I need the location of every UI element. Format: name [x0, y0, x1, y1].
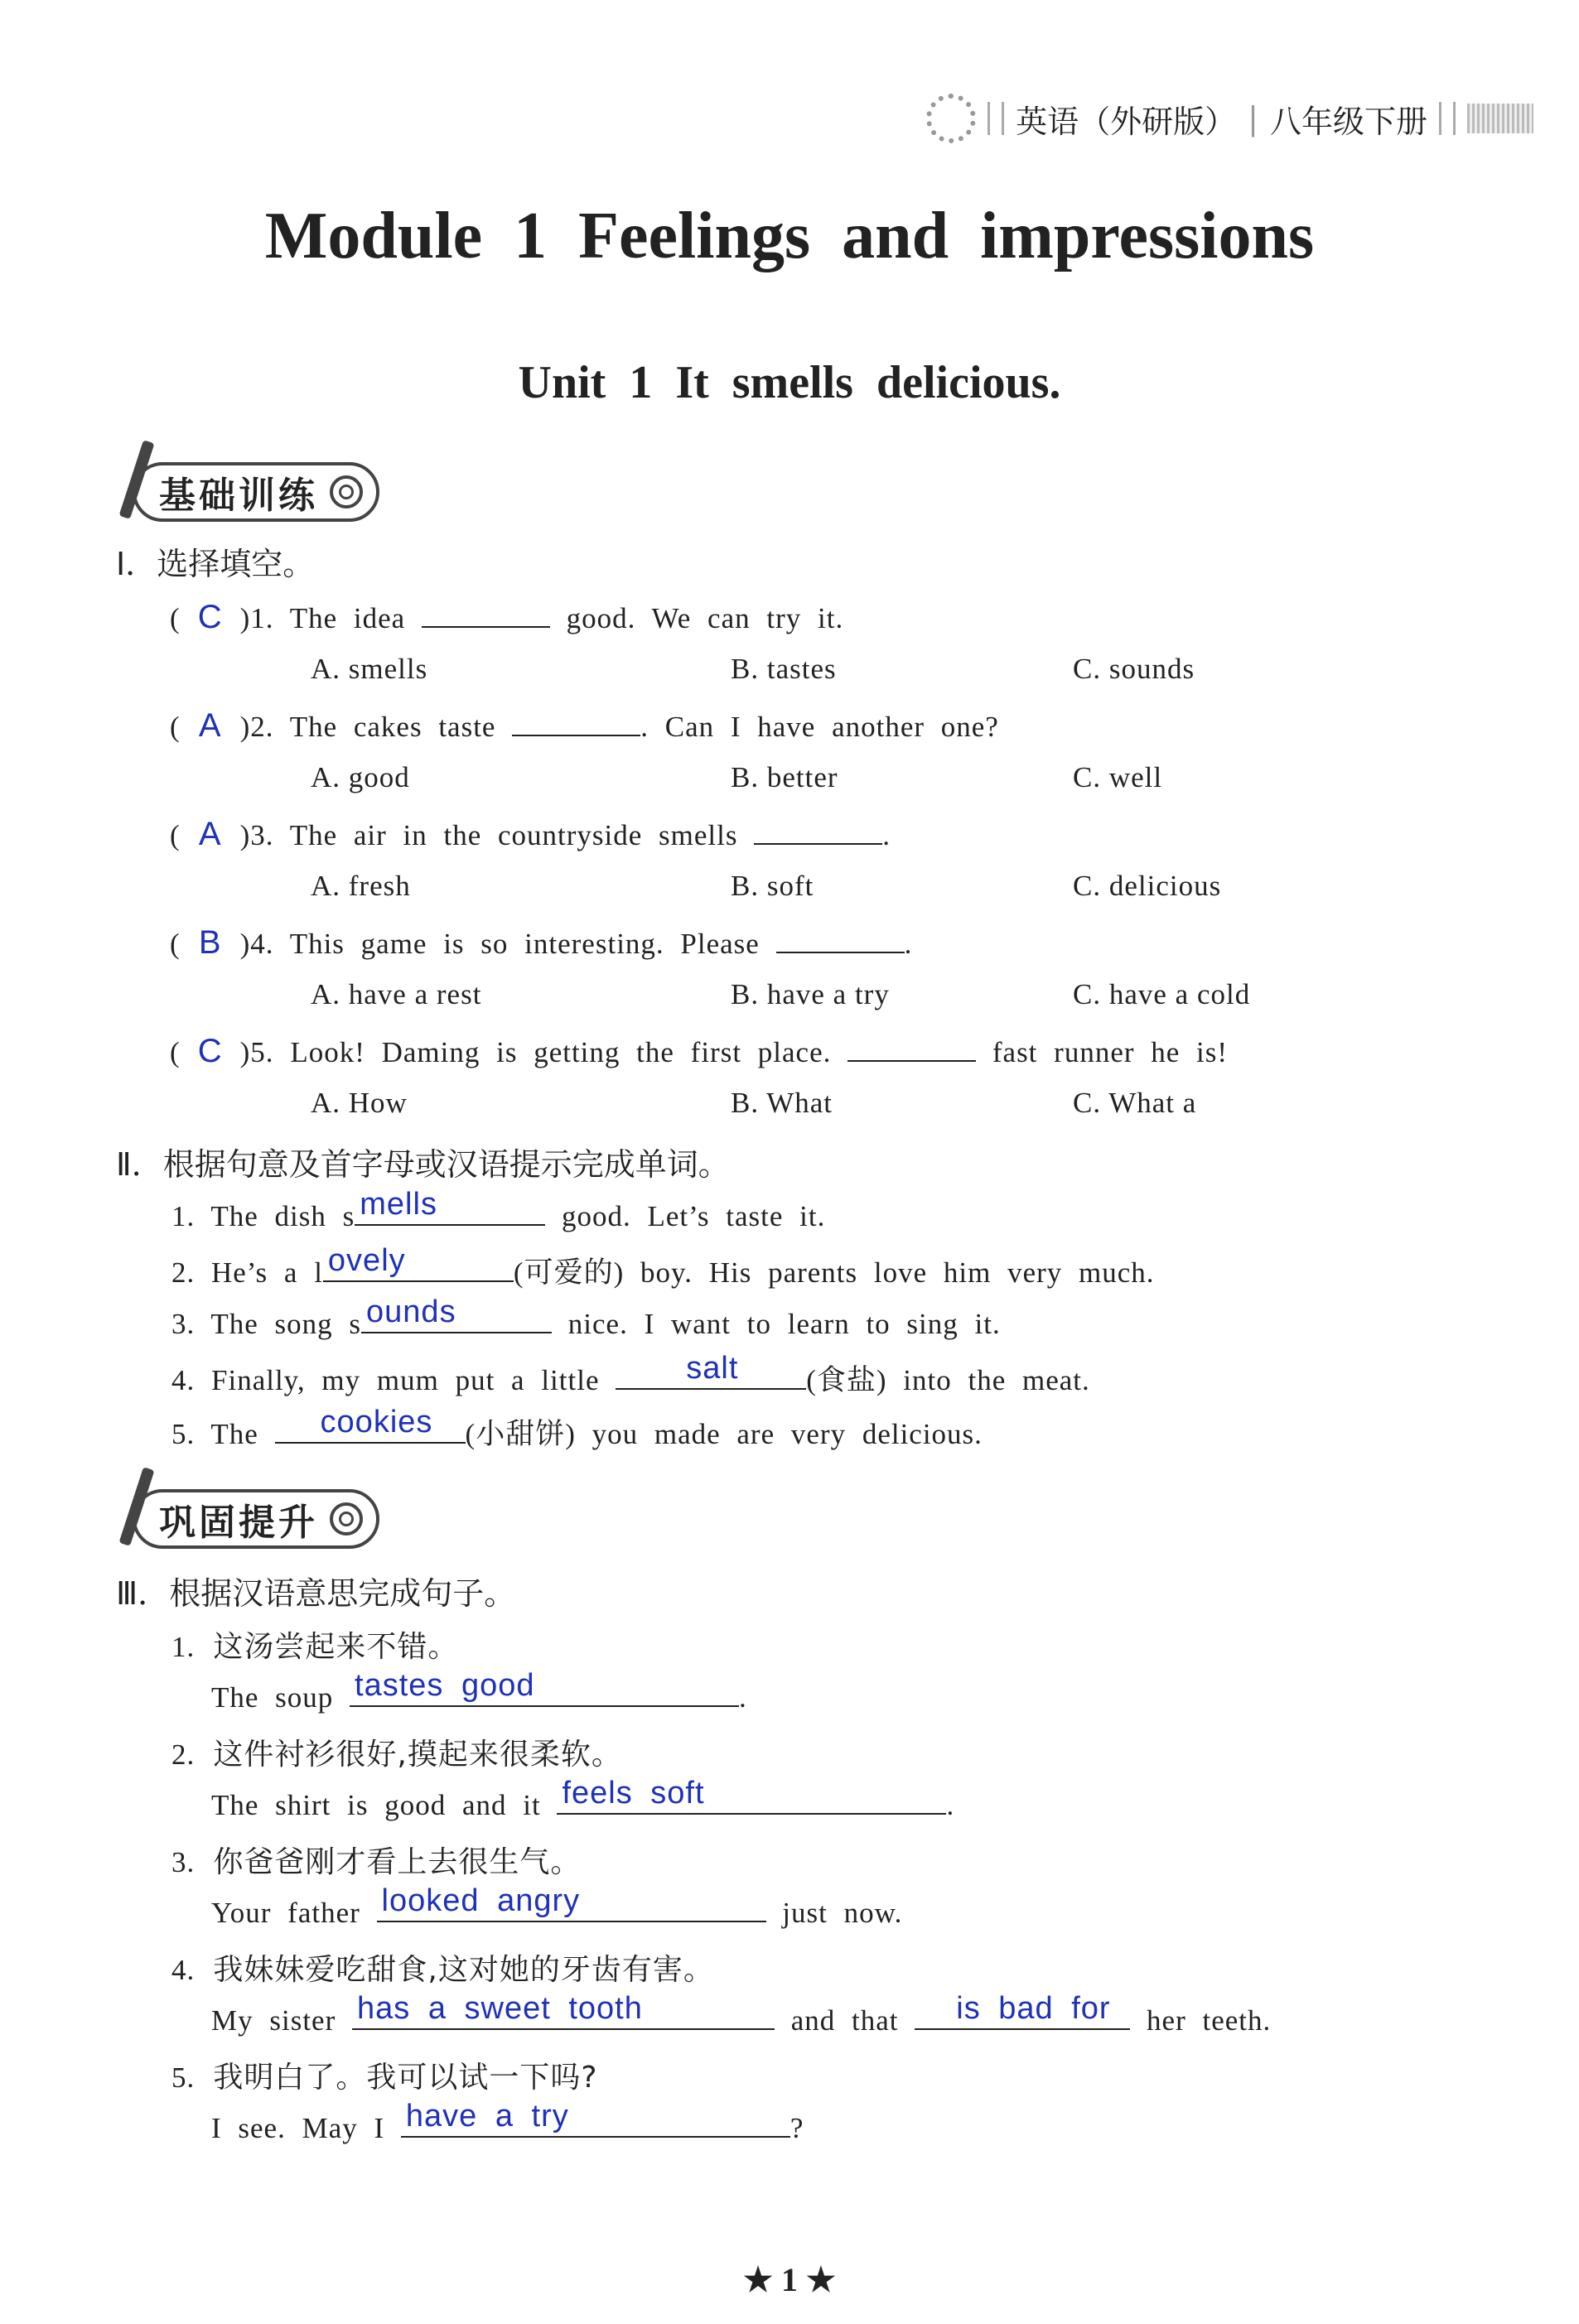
item-text-post: (小甜饼) you made are very delicious. — [465, 1418, 983, 1450]
chinese-prompt: 这件衬衫很好,摸起来很柔软。 — [213, 1738, 622, 1772]
word-item-3 — [171, 1295, 1001, 1341]
option-a: A. smells — [311, 653, 428, 685]
item-text-post: good. Let’s taste it. — [562, 1200, 826, 1232]
item-text-post: (可爱的) boy. His parents love him very much. — [513, 1256, 1155, 1289]
item-text: The — [210, 1418, 258, 1450]
blank — [401, 2099, 790, 2138]
question-text-post: good. We can try it. — [566, 602, 844, 634]
sentence-text-post: ? — [790, 2112, 804, 2144]
blank — [616, 1351, 806, 1390]
pencil-icon — [108, 455, 157, 529]
option-b: B. tastes — [731, 653, 837, 685]
ring-icon — [330, 475, 363, 509]
sentence-text: The shirt is good and it — [211, 1789, 541, 1821]
answer-1: C — [197, 599, 223, 635]
fill-answer: have a try — [405, 2099, 569, 2134]
blank — [422, 598, 550, 628]
item-num: 5. — [171, 2061, 196, 2094]
answer-5: C — [197, 1033, 223, 1069]
item-num: 3. — [171, 1846, 196, 1878]
item-text-post: (食盐) into the meat. — [806, 1364, 1090, 1396]
badge-basic-label: 基础训练 — [159, 475, 318, 517]
star-icon: ★ — [798, 2261, 836, 2298]
unit-title: Unit 1 It smells delicious. — [518, 357, 1061, 408]
question-num: )3. — [239, 819, 274, 851]
fill-answer: salt — [686, 1351, 739, 1386]
word-item-4 — [171, 1351, 1090, 1399]
blank — [323, 1243, 514, 1282]
item-text: He’s a l — [211, 1256, 323, 1289]
header-divider-2 — [1439, 102, 1456, 135]
question-text: The cakes taste — [289, 711, 496, 743]
fill-answer: looked angry — [381, 1883, 581, 1918]
page-number — [0, 2260, 1579, 2299]
ring-icon — [330, 1502, 363, 1536]
question-text: This game is so interesting. Please — [289, 928, 760, 960]
option-b: B. have a try — [731, 978, 890, 1010]
fill-answer: cookies — [320, 1405, 433, 1439]
question-num: )1. — [239, 602, 274, 634]
question-text-post: . — [904, 928, 913, 960]
chinese-prompt: 我妹妹爱吃甜食,这对她的牙齿有害。 — [213, 1953, 714, 1987]
question-text-post: fast runner he is! — [992, 1036, 1229, 1068]
option-c: C. well — [1073, 761, 1163, 793]
blank — [350, 1668, 739, 1707]
word-item-5 — [171, 1405, 983, 1453]
option-a: A. How — [311, 1087, 408, 1119]
question-text: The idea — [289, 602, 406, 634]
question-text-post: . — [882, 819, 891, 851]
sentence-text-post: . — [946, 1789, 955, 1821]
blank — [776, 923, 905, 953]
sentence-line-3 — [211, 1883, 903, 1930]
header-divider — [987, 102, 1004, 135]
answer-3: A — [198, 816, 222, 852]
blank — [557, 1776, 946, 1815]
sentence-item-2 — [171, 1731, 622, 1773]
sentence-text-post: just now. — [782, 1897, 903, 1929]
item-text: Finally, my mum put a little — [211, 1364, 600, 1396]
item-num: 2. — [171, 1256, 196, 1289]
question-num: )4. — [239, 928, 274, 960]
fill-answer: mells — [360, 1187, 437, 1222]
sentence-line-2 — [211, 1776, 955, 1822]
section-1-label: Ⅰ．选择填空。 — [116, 546, 315, 582]
sentence-line-4 — [211, 1991, 1272, 2037]
sentence-line-5 — [211, 2099, 804, 2145]
fill-answer-2: is bad for — [956, 1991, 1111, 2026]
option-c: C. What a — [1073, 1087, 1197, 1119]
question-1: ( C )1. The idea good. We can try it. — [170, 599, 844, 635]
blank — [512, 706, 640, 736]
sentence-text-post: . — [739, 1681, 747, 1714]
sentence-item-5 — [171, 2054, 598, 2096]
gear-logo-icon — [926, 94, 976, 143]
sentence-text: I see. May I — [211, 2112, 385, 2144]
answer-2: A — [198, 707, 222, 744]
badge-consolidate-label: 巩固提升 — [159, 1502, 318, 1544]
fill-answer: ounds — [366, 1295, 456, 1329]
header-grade: 八年级下册 — [1269, 103, 1427, 140]
question-5: ( C )5. Look! Daming is getting the first place. fast runner he is! — [170, 1033, 1229, 1069]
blank — [754, 815, 882, 845]
item-num: 1. — [171, 1200, 196, 1232]
blank — [377, 1883, 766, 1922]
question-2: ( A )2. The cakes taste . Can I have another one? — [170, 707, 999, 744]
blank — [355, 1187, 545, 1226]
fill-answer: feels soft — [562, 1776, 705, 1811]
option-a: A. have a rest — [311, 978, 482, 1010]
header-pattern — [1467, 104, 1533, 133]
item-num: 3. — [171, 1308, 196, 1340]
blank — [352, 1991, 775, 2030]
item-num: 5. — [171, 1418, 196, 1450]
fill-answer: tastes good — [355, 1668, 535, 1703]
question-3: ( A )3. The air in the countryside smells . — [170, 816, 891, 852]
badge-basic-training — [108, 460, 379, 524]
sentence-text: Your father — [211, 1897, 360, 1929]
question-text-post: . Can I have another one? — [640, 711, 999, 743]
item-num: 4. — [171, 1954, 196, 1986]
question-text: The air in the countryside smells — [289, 819, 738, 851]
section-3-label: Ⅲ．根据汉语意思完成句子。 — [116, 1575, 516, 1612]
question-text: Look! Daming is getting the first place. — [290, 1036, 832, 1068]
pencil-icon — [108, 1482, 157, 1556]
blank — [275, 1405, 466, 1444]
option-c: C. have a cold — [1073, 978, 1251, 1010]
word-item-2 — [171, 1243, 1155, 1291]
option-b: B. better — [731, 761, 838, 793]
item-text: The dish s — [210, 1200, 355, 1232]
answer-4: B — [198, 924, 222, 961]
sentence-item-3 — [171, 1839, 581, 1881]
page-header — [926, 89, 1533, 147]
item-num: 1. — [171, 1631, 196, 1663]
item-num: 2. — [171, 1738, 196, 1771]
star-icon: ★ — [743, 2261, 781, 2298]
page-number-value: 1 — [781, 2261, 798, 2298]
sentence-text-post: her teeth. — [1147, 2004, 1272, 2037]
item-text-post: nice. I want to learn to sing it. — [567, 1308, 1001, 1340]
header-divider-bar: | — [1248, 100, 1258, 137]
item-text: The song s — [210, 1308, 362, 1340]
blank — [847, 1032, 976, 1062]
chinese-prompt: 你爸爸刚才看上去很生气。 — [213, 1845, 582, 1879]
sentence-line-1 — [211, 1668, 747, 1714]
fill-answer: has a sweet tooth — [357, 1991, 643, 2026]
option-b: B. What — [731, 1087, 833, 1119]
header-subject: 英语（外研版） — [1016, 103, 1237, 140]
chinese-prompt: 我明白了。我可以试一下吗? — [213, 2061, 598, 2095]
word-item-1 — [171, 1187, 826, 1233]
chinese-prompt: 这汤尝起来不错。 — [213, 1630, 459, 1664]
option-c: C. sounds — [1073, 653, 1195, 685]
question-num: )5. — [239, 1036, 274, 1068]
section-2-label: Ⅱ．根据句意及首字母或汉语提示完成单词。 — [116, 1146, 730, 1183]
item-num: 4. — [171, 1364, 196, 1396]
blank — [915, 1991, 1130, 2030]
question-num: )2. — [239, 711, 274, 743]
question-4: ( B )4. This game is so interesting. Please . — [170, 924, 913, 961]
option-b: B. soft — [731, 870, 814, 902]
sentence-item-1 — [171, 1623, 458, 1666]
sentence-item-4 — [171, 1946, 714, 1989]
option-a: A. good — [311, 761, 410, 793]
badge-consolidate — [108, 1487, 379, 1551]
sentence-text: The soup — [211, 1681, 334, 1714]
fill-answer: ovely — [327, 1243, 406, 1278]
sentence-text-mid: and that — [790, 2004, 899, 2037]
option-c: C. delicious — [1073, 870, 1222, 902]
blank — [361, 1295, 552, 1333]
option-a: A. fresh — [311, 870, 411, 902]
sentence-text: My sister — [211, 2004, 336, 2037]
module-title: Module 1 Feelings and impressions — [264, 200, 1315, 272]
